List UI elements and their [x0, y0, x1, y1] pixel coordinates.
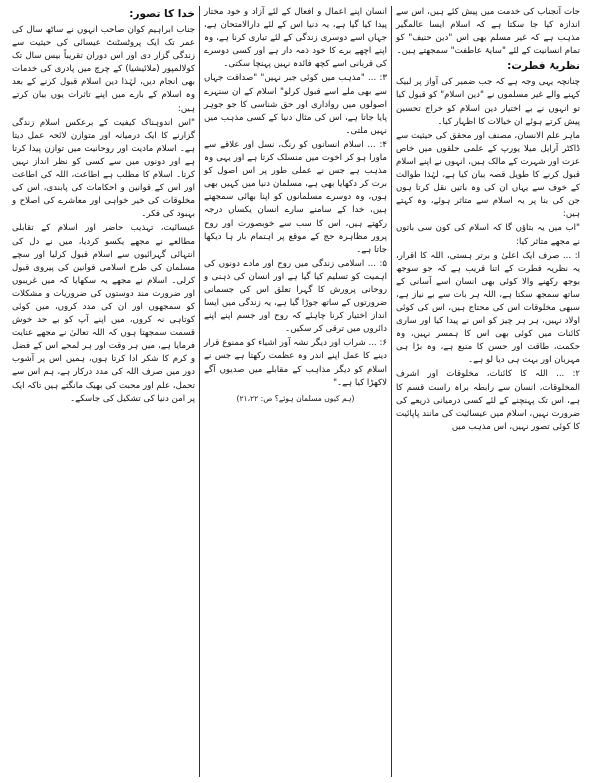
- paragraph: جات آنجناب کی خدمت میں پیش کئے ہیں، اس سے اندازہ کیا جا سکتا ہے کہ اسلام ایسا عالمگیر مذہب ہے کہ غیر مسلم بھی اس "دین حنیف" کو تمام انسانیت کے لئے "سایۂ عاطفت" سمجھتے ہیں۔: [396, 7, 580, 57]
- reference-note: (ہم کیوں مسلمان ہوئے؟ ص: ۲۱،۲۲): [236, 393, 355, 403]
- column-left: [8, 6, 200, 777]
- paragraph: عیسائیت، تہذیب حاضر اور اسلام کے تقابلی مطالعے نے مجھے یکسو کردیا، میں نے دل کی انتہائی گہرائیوں سے اسلام قبول کرلیا اور سچے مسلمان کی طرح اسلامی قوانین کی پیروی قبول کرلی۔ اسلام نے مجھے یہ سکھایا کہ میں غریبوں اور ضرورت مند دوستوں کی ضروریات و مشکلات کو سمجھوں اور ان کی مدد کروں، میں کوئی کوتاہی نہ کروں، میں اپنے آپ کو بے حد خوش قسمت سمجھتا ہوں کہ اللہ تعالیٰ نے مجھے عنایت فرمایا ہے، میں ہر وقت اور ہر لمحے اس کے فضل و کرم کا شکر ادا کرتا ہوں، ہمیں اس پر آشوب دور میں صرف اللہ کی مدد درکار ہے، ہم اس سے تحمل، علم اور محبت کی بھیک مانگتے ہیں تاکہ ایک پر امن دنیا کی تشکیل کی جاسکے۔: [12, 223, 195, 404]
- section-heading: خدا کا تصور:: [129, 8, 195, 20]
- paragraph: ۶: ... شراب اور دیگر نشہ آور اشیاء کو ممنوع قرار دینے کا عمل اپنے اندر وہ عظمت رکھتا ہے جس نے اسلام کو دیگر مذاہب کے مقابلے میں صدیوں آگے لاکھڑا کیا ہے۔": [204, 338, 387, 388]
- paragraph: جناب ابراہیم کوان صاحب انہوں نے ساٹھ سال کی عمر تک ایک پروٹسٹنٹ عیسائی کی حیثیت سے زندگی گزار دی اور اس دوران تقریباً بیس سال تک کولالمپور (ملائیشیا) کے چرچ میں پادری کی خدمات بھی انجام دیں، لہٰذا دین اسلام قبول کرنے کے بعد وہ اسلام کے بارے میں اپنے تاثرات یوں بیان کرتے ہیں:: [12, 25, 195, 114]
- column-middle: [200, 6, 392, 777]
- column-right: [392, 6, 584, 777]
- paragraph: "اب میں یہ بتاؤں گا کہ اسلام کی کون سی باتوں نے مجھے متاثر کیا:: [396, 223, 580, 247]
- section-heading: نظریۂ فطرت:: [507, 60, 580, 73]
- paragraph: ۲: ... اللہ کا کائنات، مخلوقات اور اشرف المخلوقات، انسان سے رابطہ براہ راست قسم کا ہے، اس تک پہنچنے کے لئے کسی درمیانی ذریعے کی ضرورت نہیں، اسلام میں عیسائیت کی مانند پاپائیت کا کوئی تصور نہیں، اس مذہب میں: [396, 369, 580, 432]
- paragraph: "اس اندوہناک کیفیت کے برعکس اسلام زندگی گزارنے کا ایک درمیانہ اور متوازن لائحہ عمل دیتا ہے۔ اسلام مادیت اور روحانیت میں توازن پیدا کرتا ہے اور دونوں میں سے کسی کو نظر انداز نہیں کرتا۔ اسلام کا مطلب ہے اطاعت، اللہ کی اطاعت اور اس کے قوانین و احکامات کی پابندی، اس کی مخلوقات کی خیر خواہی اور معاشرے کی اصلاح و بہبود کی فکر۔: [12, 117, 195, 220]
- document-page: [6, 6, 584, 777]
- paragraph: ۳: ... "مذہب میں کوئی جبر نہیں" "صداقت جہاں سے بھی ملے اسے قبول کرلو" اسلام کے ان سنہرے اصولوں میں رواداری اور حق شناسی کا جو جوہر پایا جاتا ہے، اس کی مثال دنیا کے کسی مذہب میں نہیں ملتی۔: [204, 73, 387, 136]
- paragraph: چنانچہ یہی وجہ ہے کہ جب ضمیر کی آواز پر لبیک کہنے والے غیر مسلموں نے "دین اسلام" کو قبول کیا تو انہوں نے بے اختیار دین اسلام کو خراج تحسین پیش کرتے ہوئے ان خیالات کا اظہار کیا۔: [396, 77, 580, 127]
- paragraph: ۴: ... اسلام انسانوں کو رنگ، نسل اور علاقے سے ماورا ہو کر اخوت میں منسلک کرتا ہے اور یہی وہ مذہب ہے جس نے عملی طور پر اس اصول کو برت کر دکھایا بھی ہے، مسلمان دنیا میں کہیں بھی ہوں، وہ دوسرے مسلمانوں کو اپنا بھائی سمجھتے ہیں، خدا کے سامنے سارے انسان یکساں درجہ رکھتے ہیں، اس کا سب سے خوبصورت اور روح پرور مظاہرہ حج کے موقع پر اہتمام بار ہا دیکھا جاتا ہے۔: [204, 139, 387, 255]
- paragraph: ا: ... صرف ایک اعلیٰ و برتر ہستی، اللہ کا اقرار، یہ نظریہ فطرت کے اتنا قریب ہے کہ جو سوجھ بوجھ رکھنے والا کوئی بھی انسان اسے آسانی کے ساتھ سمجھ سکتا ہے، اللہ ہر بات سے بے نیاز ہے، سبھی مخلوقات اس کی محتاج ہیں، اس کی کوئی اولاد نہیں، ہر ہر چیز کو اس نے پیدا کیا اور ساری کائنات میں کوئی بھی اس کا ہمسر نہیں، وہ حکمت، طاقت اور حسن کا منبع ہے، وہ بڑا ہی مہربان اور بہت ہی دیا لو ہے۔: [396, 250, 580, 366]
- paragraph: انسان اپنے اعمال و افعال کے لئے آزاد و خود مختار پیدا کیا گیا ہے، یہ دنیا اس کے لئے دارالامتحان ہے، جہاں اسے دوسری زندگی کے لئے تیاری کرنا ہے، وہ اپنے اچھے برے کا خود ذمہ دار ہے اور کسی دوسرے کی قربانی اسے کچھ فائدہ نہیں پہنچا سکتی۔: [204, 7, 387, 70]
- paragraph: ماہر علم الانسان، مصنف اور محقق کی حیثیت سے ڈاکٹر آرایل میلا یورپ کے علمی حلقوں میں خاص عزت اور شہرت کے مالک ہیں، انہوں نے اپنے اسلام قبول کرنے کا طویل قصہ بیان کیا ہے، لہٰذا طوالت کے خوف سے یہاں ان کی وہ باتیں نقل کرتا ہوں جن کی بنا پر یہ اسلام سے متاثر ہوئے، وہ کہتے ہیں:: [396, 130, 580, 220]
- paragraph: ۵: ... اسلامی زندگی میں روح اور مادے دونوں کی اہمیت کو تسلیم کیا گیا ہے اور انسان کی ذہنی و روحانی پرورش کا گہرا تعلق اس کی جسمانی ضرورتوں کے ساتھ جوڑا گیا ہے، یہ زندگی میں ایسا انداز اختیار کرنا چاہئے کہ روح اور جسم اپنے اپنے دائروں میں ترقی کر سکیں۔: [204, 258, 387, 335]
